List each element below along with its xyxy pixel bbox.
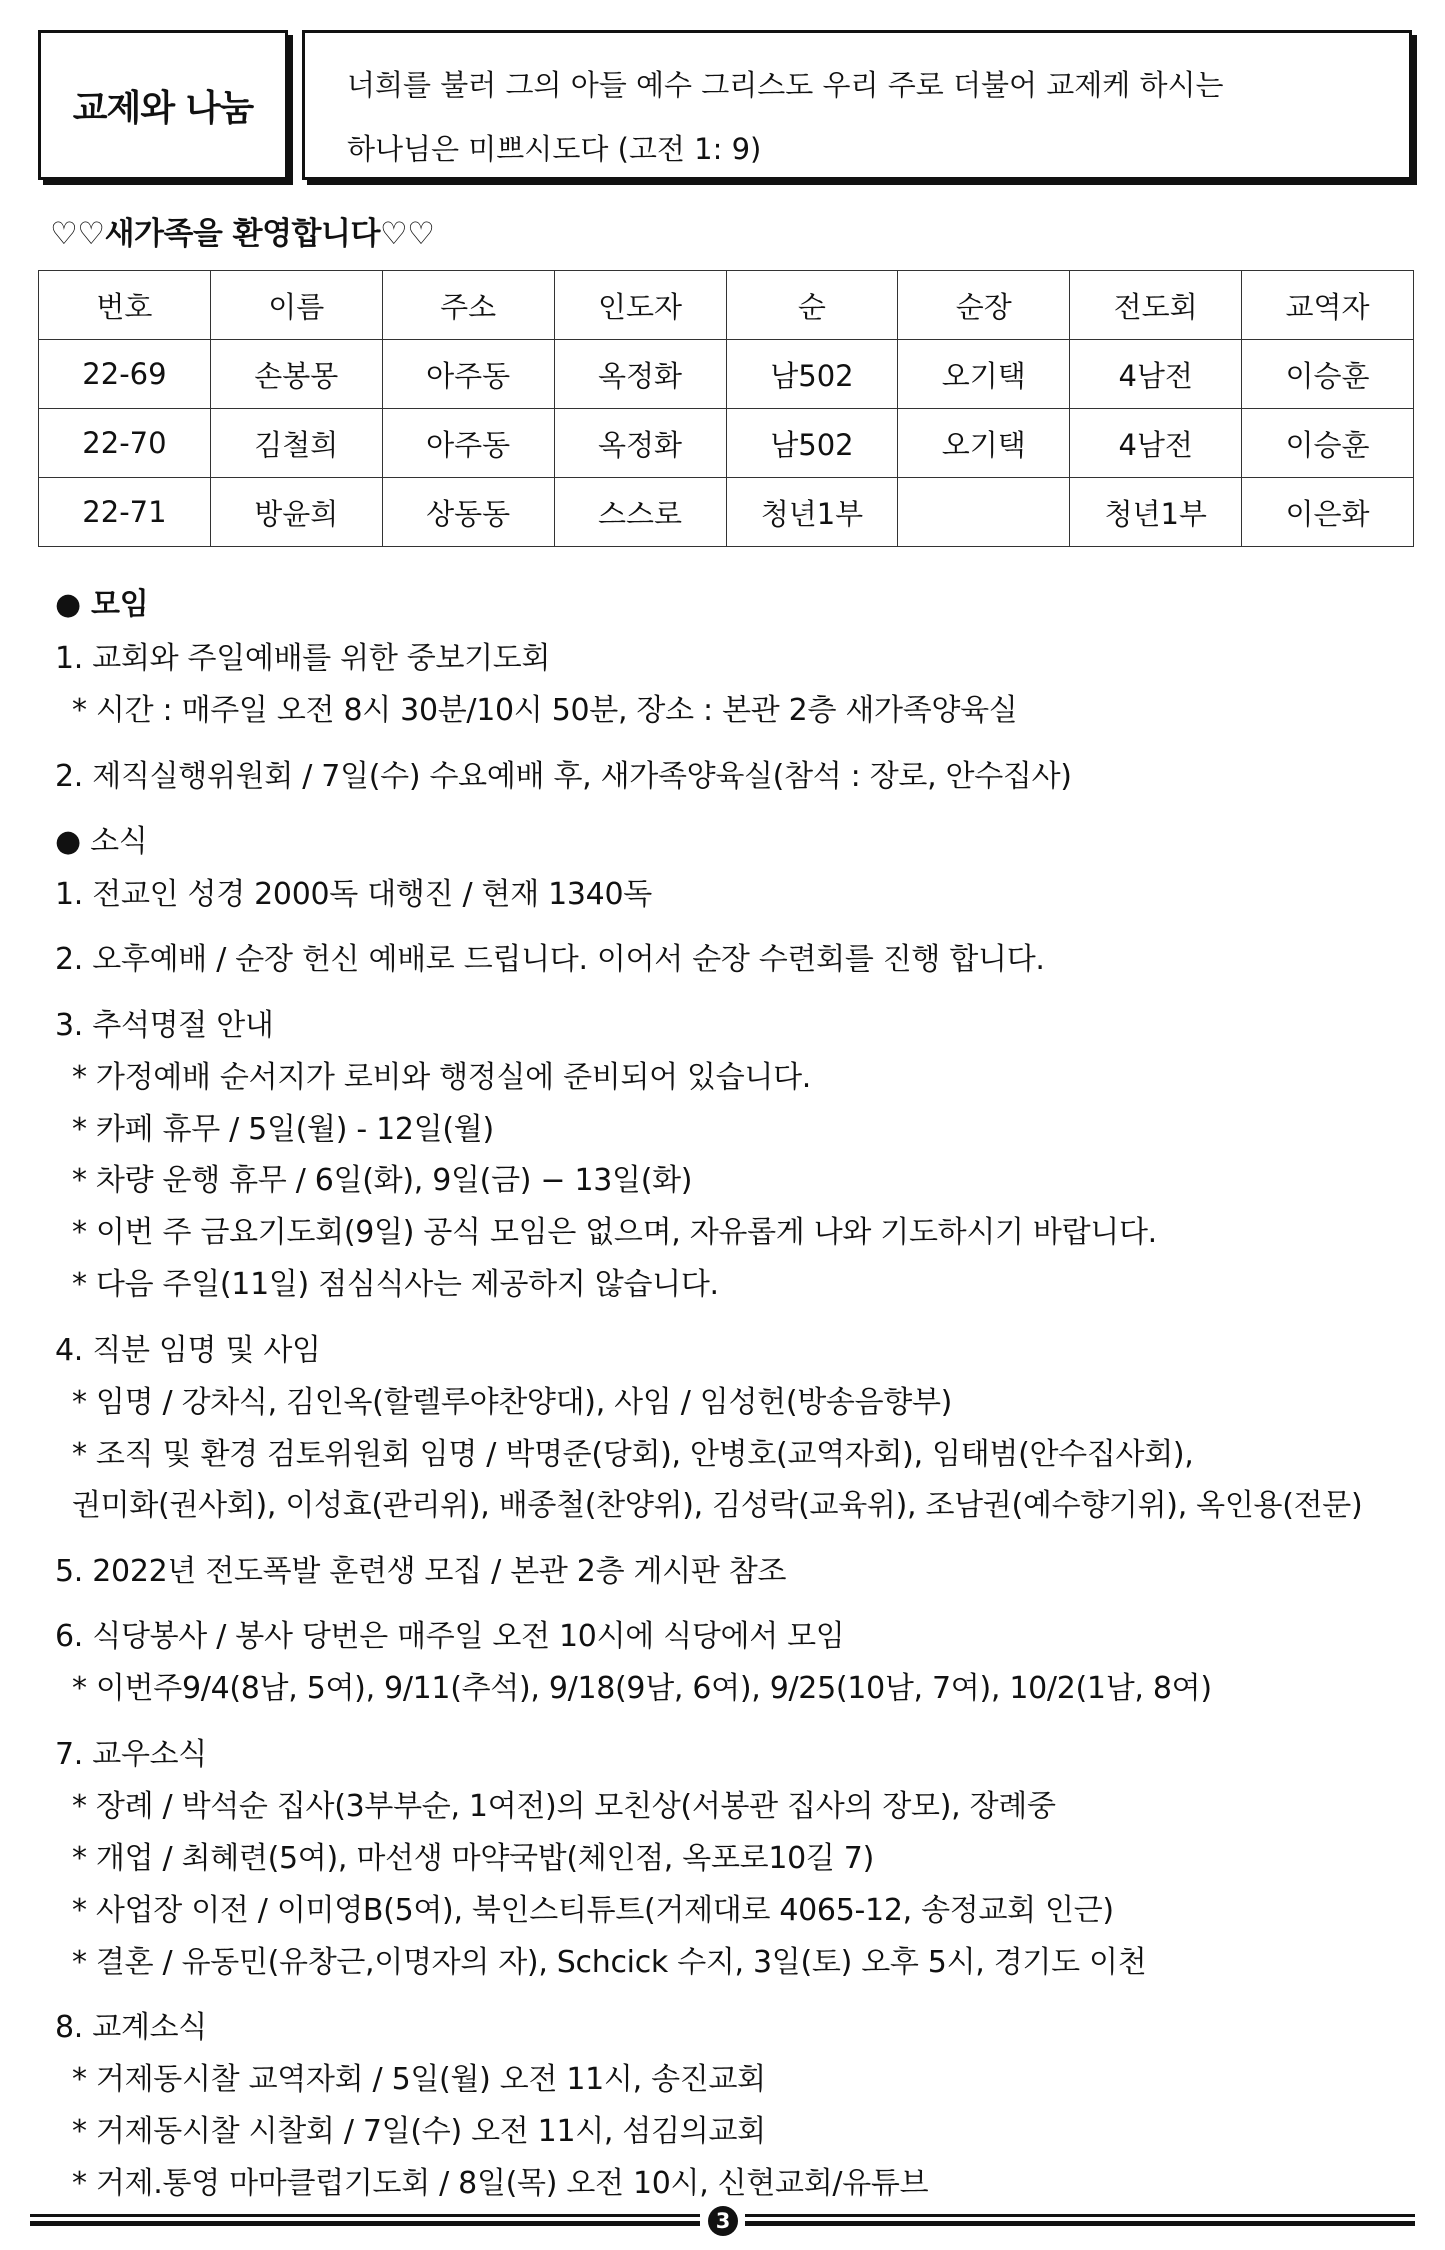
list-item: 1. 교회와 주일예배를 위한 중보기도회 [55,641,551,676]
table-cell: 손봉몽 [210,340,382,409]
table-cell: 오기택 [898,409,1070,478]
table-cell: 22-71 [39,478,211,547]
list-item: 6. 식당봉사 / 봉사 당번은 매주일 오전 10시에 식당에서 모임 [55,1619,845,1654]
section-heading-news: ● 소식 [55,824,148,859]
list-subitem: * 이번주9/4(8남, 5여), 9/11(추석), 9/18(9남, 6여), 9/25(10남, 7여), 10/2(1남, 8여) [72,1671,1212,1706]
section-heading-meetings: ● 모임 [55,587,149,622]
table-cell: 청년1부 [1070,478,1242,547]
list-subitem: * 차량 운행 휴무 / 6일(화), 9일(금) − 13일(화) [72,1163,693,1198]
column-header: 이름 [210,271,382,340]
table-cell: 남502 [726,409,898,478]
table-cell: 4남전 [1070,340,1242,409]
verse-line-1: 너희를 불러 그의 아들 예수 그리스도 우리 주로 더불어 교제케 하시는 [347,68,1224,102]
table-cell: 아주동 [382,340,554,409]
table-cell: 방윤희 [210,478,382,547]
table-cell: 옥정화 [554,409,726,478]
list-item: 8. 교계소식 [55,2010,207,2045]
list-item: 5. 2022년 전도폭발 훈련생 모집 / 본관 2층 게시판 참조 [55,1554,787,1589]
list-item: 7. 교우소식 [55,1737,207,1772]
table-cell: 아주동 [382,409,554,478]
table-cell: 스스로 [554,478,726,547]
column-header: 인도자 [554,271,726,340]
list-item: 3. 추석명절 안내 [55,1008,274,1043]
list-subitem: * 이번 주 금요기도회(9일) 공식 모임은 없으며, 자유롭게 나와 기도하시기 바랍니다. [72,1215,1157,1250]
column-header: 순 [726,271,898,340]
list-subitem: * 개업 / 최혜련(5여), 마선생 마약국밥(체인점, 옥포로10길 7) [72,1841,874,1876]
list-item: 2. 오후예배 / 순장 헌신 예배로 드립니다. 이어서 순장 수련회를 진행 합니다. [55,942,1045,977]
table-cell: 22-69 [39,340,211,409]
column-header: 주소 [382,271,554,340]
list-subitem: * 결혼 / 유동민(유창근,이명자의 자), Schcick 수지, 3일(토) 오후 5시, 경기도 이천 [72,1945,1147,1980]
table-cell: 상동동 [382,478,554,547]
list-subitem: * 카페 휴무 / 5일(월) - 12일(월) [72,1112,494,1147]
table-cell: 오기택 [898,340,1070,409]
table-cell: 이승훈 [1242,409,1414,478]
list-subitem: * 사업장 이전 / 이미영B(5여), 북인스티튜트(거제대로 4065-12, 송정교회 인근) [72,1893,1114,1928]
page-number-badge: 3 [708,2206,738,2236]
table-cell: 이은화 [1242,478,1414,547]
table-cell: 옥정화 [554,340,726,409]
list-subitem: * 장례 / 박석순 집사(3부부순, 1여전)의 모친상(서봉관 집사의 장모), 장례중 [72,1789,1056,1824]
table-cell: 22-70 [39,409,211,478]
table-cell: 4남전 [1070,409,1242,478]
column-header: 번호 [39,271,211,340]
list-subitem: * 조직 및 환경 검토위원회 임명 / 박명준(당회), 안병호(교역자회), 임태범(안수집사회), [72,1437,1194,1472]
list-subitem: * 거제동시찰 교역자회 / 5일(월) 오전 11시, 송진교회 [72,2062,766,2097]
list-item: 1. 전교인 성경 2000독 대행진 / 현재 1340독 [55,877,652,912]
column-header: 순장 [898,271,1070,340]
list-subitem: * 거제동시찰 시찰회 / 7일(수) 오전 11시, 섬김의교회 [72,2114,766,2149]
welcome-heading: ♡♡새가족을 환영합니다♡♡ [50,216,435,252]
table-cell: 남502 [726,340,898,409]
list-subitem: * 거제.통영 마마클럽기도회 / 8일(목) 오전 10시, 신현교회/유튜브 [72,2166,929,2201]
column-header: 전도회 [1070,271,1242,340]
list-item: 2. 제직실행위원회 / 7일(수) 수요예배 후, 새가족양육실(참석 : 장로, 안수집사) [55,759,1072,794]
list-subitem: * 임명 / 강차식, 김인옥(할렐루야찬양대), 사임 / 임성헌(방송음향부) [72,1385,953,1420]
table-cell: 이승훈 [1242,340,1414,409]
table-cell: 김철희 [210,409,382,478]
verse-line-2: 하나님은 미쁘시도다 (고전 1: 9) [347,132,762,166]
column-header: 교역자 [1242,271,1414,340]
list-subitem: * 시간 : 매주일 오전 8시 30분/10시 50분, 장소 : 본관 2층 새가족양육실 [72,693,1018,728]
list-subitem: * 다음 주일(11일) 점심식사는 제공하지 않습니다. [72,1267,719,1302]
list-item: 4. 직분 임명 및 사임 [55,1333,321,1368]
table-cell: 청년1부 [726,478,898,547]
footer-rule-right [745,2214,1415,2226]
section-title: 교제와 나눔 [72,87,254,129]
list-subitem: * 가정예배 순서지가 로비와 행정실에 준비되어 있습니다. [72,1060,811,1095]
list-subitem-continuation: 권미화(권사회), 이성효(관리위), 배종철(찬양위), 김성락(교육위), 조남권(예수향기위), 옥인용(전문) [72,1488,1363,1523]
footer-rule-left [30,2214,700,2226]
